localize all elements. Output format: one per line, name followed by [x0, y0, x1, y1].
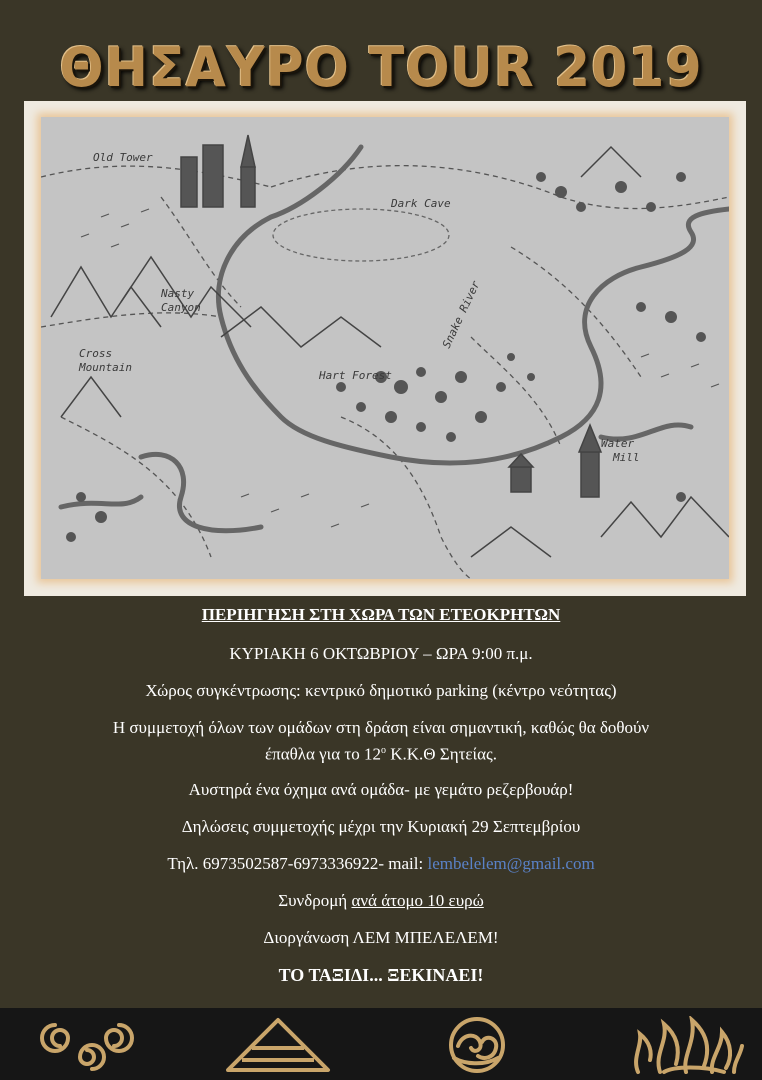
triple-spiral-icon — [32, 1016, 142, 1074]
map-label-hart-forest: Hart Forest — [319, 369, 392, 382]
map-label-snake-river: Snake River — [439, 278, 483, 351]
contact-line: Τηλ. 6973502587-6973336922- mail: lembelelem@gmail.com — [167, 854, 595, 873]
tour-subtitle: ΠΕΡΙΗΓΗΣΗ ΣΤΗ ΧΩΡΑ ΤΩΝ ΕΤΕΟΚΡΗΤΩΝ — [201, 605, 561, 624]
map-label-mountain: Mountain — [79, 361, 132, 374]
organizer: Διοργάνωση ΛΕΜ ΜΠΕΛΕΛΕΜ! — [263, 928, 499, 947]
water-swirl-icon — [428, 1016, 526, 1074]
map-label-dark-cave: Dark Cave — [391, 197, 451, 210]
earth-symbol-icon — [222, 1016, 334, 1074]
participation-line-1: Η συμμετοχή όλων των ομάδων στη δράση είναι σημαντική, καθώς θα δοθούν — [112, 718, 650, 737]
registration-deadline: Δηλώσεις συμμετοχής μέχρι την Κυριακή 29 Σεπτεμβρίου — [181, 817, 581, 836]
map-label-water: Water — [601, 437, 635, 450]
closing-slogan: ΤΟ ΤΑΞΙΔΙ... ΞΕΚΙΝΑΕΙ! — [278, 965, 484, 985]
email-link[interactable]: lembelelem@gmail.com — [427, 854, 595, 873]
meeting-point: Χώρος συγκέντρωσης: κεντρικό δημοτικό parking (κέντρο νεότητας) — [145, 681, 617, 700]
map-label-mill: Mill — [613, 451, 640, 464]
map-illustration — [41, 117, 729, 579]
map-label-old-tower: Old Tower — [93, 151, 153, 164]
treasure-map — [41, 117, 729, 579]
vehicle-rule: Αυστηρά ένα όχημα ανά ομάδα- με γεμάτο ρεζερβουάρ! — [188, 780, 574, 799]
map-label-nasty: Nasty — [161, 287, 195, 300]
map-label-cross: Cross — [79, 347, 113, 360]
poster-title: ΘΗΣΑΥΡΟ TOUR 2019 — [59, 36, 703, 100]
fire-symbol-icon — [628, 1016, 748, 1076]
date-time: ΚΥΡΙΑΚΗ 6 ΟΚΤΩΒΡΙΟΥ – ΩΡΑ 9:00 π.μ. — [229, 644, 533, 663]
treasure-map-frame — [24, 101, 746, 596]
map-label-canyon: Canyon — [161, 301, 201, 314]
participation-line-2: έπαθλα για το $12^o$ Κ.Κ.Θ Σητείας. — [264, 744, 498, 764]
fee-line: Συνδρομή ανά άτομο 10 ευρώ — [278, 891, 484, 910]
footer-symbols — [0, 1008, 762, 1080]
